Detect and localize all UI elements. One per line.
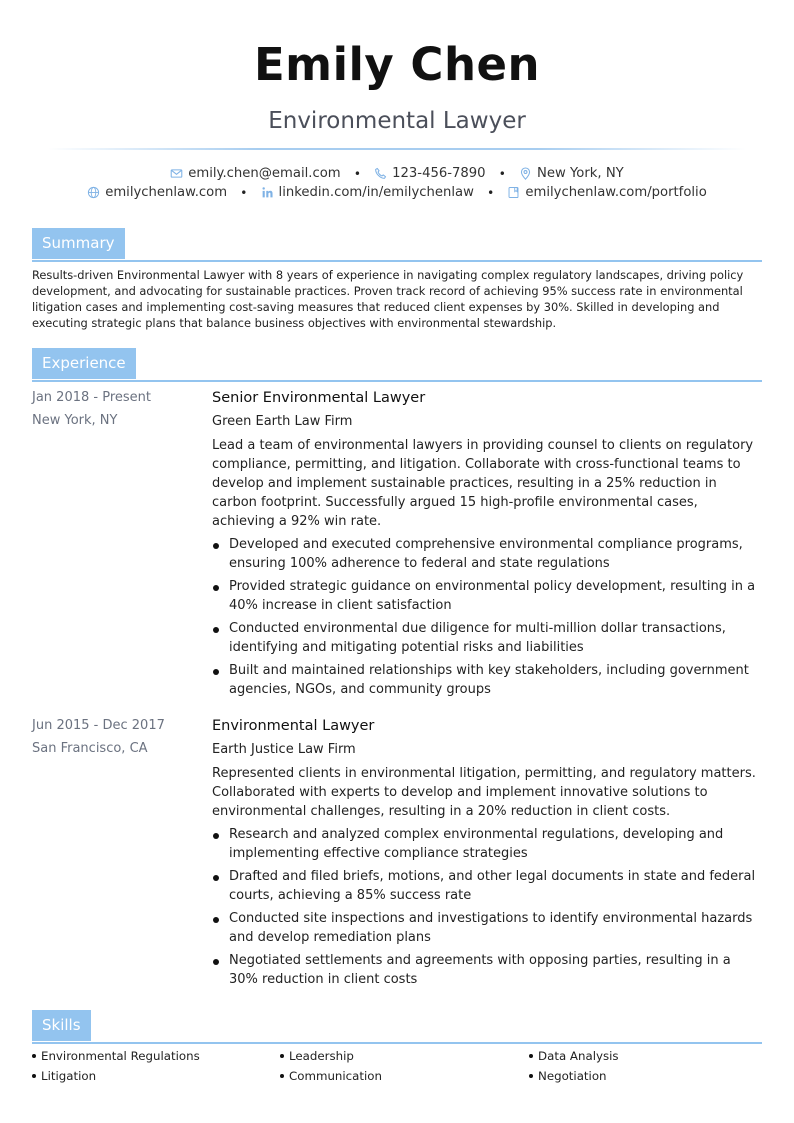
candidate-title: Environmental Lawyer	[268, 108, 526, 134]
skill-text: Negotiation	[538, 1069, 607, 1083]
globe-icon	[87, 186, 100, 199]
contact-separator: •	[487, 185, 495, 200]
job-title: Environmental Lawyer	[212, 718, 375, 734]
job-company: Green Earth Law Firm	[212, 414, 353, 429]
skill-item	[280, 1069, 382, 1083]
list-item	[212, 535, 762, 573]
list-item	[212, 661, 762, 699]
contact-website-text: emilychenlaw.com	[105, 185, 228, 200]
contact-portfolio-text: emilychenlaw.com/portfolio	[525, 185, 707, 200]
skill-text: Communication	[289, 1069, 382, 1083]
contact-phone-text: 123-456-7890	[392, 166, 486, 181]
bullet-icon	[213, 543, 219, 549]
contact-email-text: emily.chen@email.com	[188, 166, 341, 181]
job-details	[212, 386, 762, 703]
job-bullets	[212, 825, 762, 989]
list-item	[212, 825, 762, 863]
bullet-icon	[213, 585, 219, 591]
bullet-icon	[32, 1074, 36, 1078]
job-location: New York, NY	[32, 413, 118, 428]
bullet-icon	[213, 669, 219, 675]
bullet-icon	[213, 959, 219, 965]
bullet-icon	[213, 917, 219, 923]
contact-location-text: New York, NY	[537, 166, 624, 181]
bullet-text: Research and analyzed complex environmental regulations, developing and implementing effective compliance strategies	[229, 827, 724, 861]
experience-section-header	[32, 348, 762, 382]
bullet-icon	[32, 1054, 36, 1058]
job-dates: Jun 2015 - Dec 2017	[32, 718, 165, 733]
contact-row-links	[0, 185, 794, 201]
contact-separator: •	[498, 166, 506, 181]
job-meta	[32, 714, 202, 760]
job-details	[212, 714, 762, 993]
bullet-icon	[529, 1054, 533, 1058]
linkedin-icon	[261, 186, 274, 199]
candidate-name: Emily Chen	[253, 38, 541, 91]
contact-website[interactable]	[87, 185, 227, 200]
skills-section-header	[32, 1010, 762, 1044]
portfolio-icon	[507, 186, 520, 199]
map-pin-icon	[519, 167, 532, 180]
bullet-text: Developed and executed comprehensive environmental compliance programs, ensuring 100% adherence to federal and state regulations	[229, 537, 743, 571]
skill-text: Data Analysis	[538, 1049, 619, 1063]
list-item	[212, 909, 762, 947]
job-location: San Francisco, CA	[32, 741, 148, 756]
skill-text: Litigation	[41, 1069, 97, 1083]
skill-text: Leadership	[289, 1049, 354, 1063]
job-description: Lead a team of environmental lawyers in providing counsel to clients on regulatory compliance, permitting, and litigation. Collaborate with cross-functional teams to develop and implement sustainable practices, resulting in a 25% reduction in carbon footprint. Successfully argued 15 high-profile environmental cases, achieving a 92% win rate.	[212, 438, 754, 529]
bullet-icon	[213, 833, 219, 839]
envelope-icon	[170, 167, 183, 180]
title-divider	[48, 148, 746, 150]
job-title: Senior Environmental Lawyer	[212, 390, 426, 406]
bullet-text: Drafted and filed briefs, motions, and other legal documents in state and federal courts, achieving a 85% success rate	[229, 869, 756, 903]
bullet-text: Provided strategic guidance on environmental policy development, resulting in a 40% increase in client satisfaction	[229, 579, 756, 613]
summary-heading: Summary	[32, 228, 125, 259]
skill-item	[529, 1049, 619, 1063]
bullet-text: Negotiated settlements and agreements with opposing parties, resulting in a 30% reduction in client costs	[229, 953, 731, 987]
bullet-text: Conducted site inspections and investigations to identify environmental hazards and develop remediation plans	[229, 911, 753, 945]
job-company: Earth Justice Law Firm	[212, 742, 356, 757]
bullet-icon	[213, 627, 219, 633]
job-dates: Jan 2018 - Present	[32, 390, 151, 405]
contact-separator: •	[240, 185, 248, 200]
contact-row-primary	[0, 166, 794, 182]
list-item	[212, 619, 762, 657]
phone-icon	[374, 167, 387, 180]
bullet-icon	[213, 875, 219, 881]
skill-item	[280, 1049, 354, 1063]
summary-section-header	[32, 228, 762, 262]
contact-email[interactable]	[170, 166, 340, 181]
contact-linkedin[interactable]	[261, 185, 474, 200]
experience-heading: Experience	[32, 348, 136, 379]
bullet-text: Built and maintained relationships with key stakeholders, including government agencies, NGOs, and community groups	[229, 663, 749, 697]
skill-item	[529, 1069, 607, 1083]
contact-location	[519, 166, 624, 181]
skill-text: Environmental Regulations	[41, 1049, 200, 1063]
job-description: Represented clients in environmental litigation, permitting, and regulatory matters. Collaborated with experts to develop and implement innovative solutions to environmental challenges, resulting in a 20% reduction in client costs.	[212, 766, 756, 819]
summary-text: Results-driven Environmental Lawyer with 8 years of experience in navigating complex regulatory landscapes, driving policy development, and advocating for sustainable practices. Proven track record of achieving 95% success rate in environmental litigation cases and implementing cost-saving measures that reduced client expenses by 30%. Skilled in developing and executing strategic plans that balance business objectives with environmental stewardship.	[32, 268, 744, 330]
contact-separator: •	[353, 166, 361, 181]
job-bullets	[212, 535, 762, 699]
bullet-icon	[280, 1054, 284, 1058]
list-item	[212, 951, 762, 989]
skills-heading: Skills	[32, 1010, 91, 1041]
bullet-icon	[529, 1074, 533, 1078]
skill-item	[32, 1069, 96, 1083]
job-meta	[32, 386, 202, 432]
bullet-icon	[280, 1074, 284, 1078]
contact-portfolio[interactable]	[507, 185, 706, 200]
bullet-text: Conducted environmental due diligence for multi-million dollar transactions, identifying and mitigating potential risks and liabilities	[229, 621, 726, 655]
list-item	[212, 577, 762, 615]
contact-linkedin-text: linkedin.com/in/emilychenlaw	[278, 185, 474, 200]
list-item	[212, 867, 762, 905]
skill-item	[32, 1049, 200, 1063]
contact-phone[interactable]	[374, 166, 485, 181]
